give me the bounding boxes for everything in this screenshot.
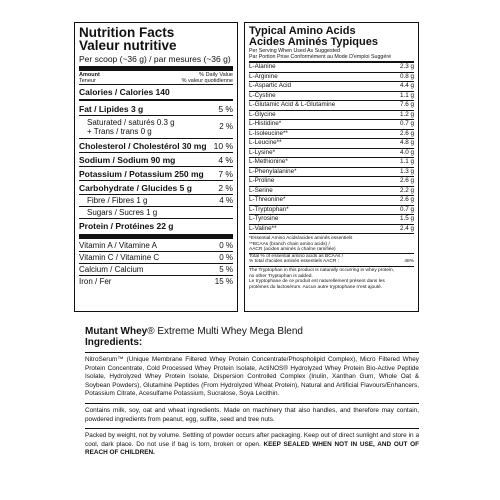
amino-acid-row xyxy=(249,139,414,149)
vitamin-c-row xyxy=(79,252,233,263)
trans-label: + Trans / trans 0 g xyxy=(87,127,152,136)
cholesterol-row xyxy=(79,139,233,152)
bcaa-total-row xyxy=(249,254,414,265)
cholesterol-label: Cholesterol / Cholestérol 30 mg xyxy=(79,140,207,151)
daily-value-label: % Daily Value xyxy=(199,72,233,78)
amino-acid-row xyxy=(249,63,414,73)
column-header xyxy=(79,72,233,84)
amino-acid-value: 2.4 g xyxy=(399,224,414,232)
bcaa-note: **BCAAs (branch chain amino acids) / xyxy=(249,241,330,247)
amino-acid-row xyxy=(249,149,414,159)
amino-acid-value: 7.6 g xyxy=(399,101,414,108)
fat-percent: 5 % xyxy=(218,103,233,114)
amino-acid-value: 1.1 g xyxy=(399,158,414,165)
amino-acid-name: L-Tryptophan* xyxy=(249,205,289,213)
storage-statement xyxy=(85,432,419,458)
amino-acids-panel xyxy=(244,22,419,312)
saturated-row xyxy=(79,116,233,138)
amount-label-fr: Teneur xyxy=(79,78,96,84)
nutrition-title-en: Nutrition Facts xyxy=(79,25,175,40)
amino-acid-name: L-Isoleucine** xyxy=(249,129,288,137)
calcium-row xyxy=(79,264,233,275)
saturated-label: Saturated / saturés 0.3 g xyxy=(87,118,175,127)
amino-acid-value: 2.6 g xyxy=(399,196,414,203)
amino-acid-name: L-Arginine xyxy=(249,72,278,80)
amino-acid-row xyxy=(249,92,414,102)
tryptophan-note-fr-2: protéines du lactosérum. Aucun autre tryptophane n'est ajouté. xyxy=(249,284,383,290)
amino-acid-row xyxy=(249,120,414,130)
amino-acid-name: L-Cystine xyxy=(249,91,276,99)
iron-percent: 15 % xyxy=(214,276,233,286)
vitamin-a-percent: 0 % xyxy=(219,240,233,250)
amino-acid-name: L-Serine xyxy=(249,186,273,194)
divider xyxy=(85,403,419,404)
amino-acid-row xyxy=(249,82,414,92)
carbohydrate-percent: 2 % xyxy=(218,182,233,193)
amino-acid-name: L-Phenylalanine* xyxy=(249,167,297,175)
amino-acid-value: 2.2 g xyxy=(399,186,414,194)
amino-acid-row xyxy=(249,225,414,235)
amino-acid-value: 0.7 g xyxy=(399,205,414,213)
amino-title-en: Typical Amino Acids xyxy=(249,25,356,37)
sodium-label: Sodium / Sodium 90 mg xyxy=(79,154,176,165)
amino-acid-name: L-Glycine xyxy=(249,110,276,118)
amino-acid-row xyxy=(249,73,414,83)
divider xyxy=(79,234,233,239)
nutrition-facts-panel xyxy=(74,22,238,312)
amino-acid-value: 2.6 g xyxy=(399,177,414,184)
fibre-row xyxy=(79,195,233,206)
amino-acid-list xyxy=(249,63,414,234)
tryptophan-note-en-1: The Tryptophan in this product is naturally occurring in whey protein, xyxy=(249,267,395,273)
packing-note: Packed by weight, not by volume. Settling of powder occurs after packaging. Keep out of direct sunlight and store in a cool, dark place. Do not use if bag is torn, broken or open. xyxy=(85,432,419,448)
ingredients-title xyxy=(85,326,419,337)
cholesterol-percent: 10 % xyxy=(213,140,233,151)
calories-label: Calories / Calories 140 xyxy=(79,86,170,97)
fibre-label: Fibre / Fibres 1 g xyxy=(87,195,148,205)
potassium-row xyxy=(79,167,233,180)
carbohydrate-label: Carbohydrate / Glucides 5 g xyxy=(79,182,192,193)
product-name: ® Extreme Multi Whey Mega Blend xyxy=(147,326,303,337)
potassium-percent: 7 % xyxy=(218,168,233,179)
amino-acid-row xyxy=(249,130,414,140)
carbohydrate-row xyxy=(79,181,233,194)
tryptophan-note-fr-1: Le tryptophane de ce produit est naturellement présent dans les xyxy=(249,279,385,285)
essential-note: *Essential Amino Acids/acides aminés essentiels xyxy=(249,236,353,241)
amino-acid-row xyxy=(249,101,414,111)
amino-acid-value: 1.3 g xyxy=(399,167,414,175)
amino-subtitle-fr: Par Portion Prise Conformément au Mode D'emploi Suggéré xyxy=(249,54,414,63)
fat-row xyxy=(79,102,233,115)
iron-row xyxy=(79,276,233,287)
iron-label: Iron / Fer xyxy=(79,276,112,286)
amino-acid-row xyxy=(249,177,414,187)
fat-label: Fat / Lipides 3 g xyxy=(79,103,144,114)
bcaa-total-label: Total % of essential amino acids as BCAAs / xyxy=(249,253,344,259)
amino-acid-name: L-Aspartic Acid xyxy=(249,82,291,89)
vitamin-a-label: Vitamin A / Vitamine A xyxy=(79,240,157,250)
divider xyxy=(79,99,233,101)
bcaa-total-label-fr: % total d'acides aminés essentiels AACR : xyxy=(249,259,339,265)
amino-acid-row xyxy=(249,215,414,225)
amino-subtitle-en: Per Serving When Used As Suggested xyxy=(249,48,340,54)
amino-acid-name: L-Histidine* xyxy=(249,120,282,127)
ingredients-list: NitroSerum™ (Unique Membrane Filtered Whey Protein Concentrate/Phospholipid Complex), Micro Filtered Whey Protein Concentrate, Cold Processed Whey Protein Isolate, ActiNOS® Hydrolyzed Whey Protein Bio-Active Peptide Isolate, Hydrolyzed Whey Protein Isolate, Dispersion Controlled Complex (Inulin, Xanthan Gum, Whole Oat & Soybean Powders), Glutamine Peptides (From Hydrolyzed Wheat Protein), Natural and Artificial Flavours/Enhancers, Potassium Citrate, Acesulfame Potassium, Sucralose, Soya Lecithin. xyxy=(85,356,419,398)
amino-acid-name: L-Methionine* xyxy=(249,158,288,165)
ingredients-section xyxy=(85,326,419,458)
bcaa-total-value: 48% xyxy=(404,259,414,265)
amino-acid-value: 4.8 g xyxy=(399,139,414,146)
amino-acid-name: L-Threonine* xyxy=(249,196,286,203)
calcium-label: Calcium / Calcium xyxy=(79,264,144,274)
amino-acid-value: 4.4 g xyxy=(399,82,414,89)
amino-acid-row xyxy=(249,168,414,178)
sodium-row xyxy=(79,153,233,166)
safety-warning: KEEP SEALED WHEN NOT IN USE, AND OUT OF REACH OF CHILDREN. xyxy=(85,440,419,457)
amino-acid-name: L-Alanine xyxy=(249,63,276,70)
sodium-percent: 4 % xyxy=(218,154,233,165)
amino-acid-value: 1.5 g xyxy=(399,215,414,222)
amino-acid-row xyxy=(249,111,414,121)
amount-label: Amount xyxy=(79,72,100,78)
amino-title-fr: Acides Aminés Typiques xyxy=(249,36,378,48)
allergen-statement: Contains milk, soy, oat and wheat ingredients. Made on machinery that also handles, and therefore may contain, powdered ingredients from peanut, egg, sulfite, seed and tree nuts. xyxy=(85,406,419,423)
sugars-label: Sugars / Sucres 1 g xyxy=(87,207,158,217)
amino-acid-name: L-Glutamic Acid & L-Glutamine xyxy=(249,101,336,108)
vitamin-a-row xyxy=(79,240,233,251)
potassium-label: Potassium / Potassium 250 mg xyxy=(79,168,204,179)
protein-label: Protein / Protéines 22 g xyxy=(79,220,174,231)
amino-acid-name: L-Leucine** xyxy=(249,139,282,146)
amino-acid-value: 1.1 g xyxy=(399,91,414,99)
saturated-percent: 2 % xyxy=(219,122,233,131)
amino-acid-value: 2.3 g xyxy=(399,63,414,70)
amino-acid-name: L-Lysine* xyxy=(249,148,276,156)
bcaa-note-fr: AACR (acides aminés à chaîne ramifiée) xyxy=(249,247,414,254)
amino-acid-name: L-Valine** xyxy=(249,224,277,232)
amino-acid-name: L-Tyrosine xyxy=(249,215,279,222)
divider xyxy=(85,352,419,353)
amino-acid-row xyxy=(249,196,414,206)
amino-acid-value: 2.6 g xyxy=(399,129,414,137)
nutrition-title-fr: Valeur nutritive xyxy=(79,38,177,53)
amino-acid-row xyxy=(249,187,414,197)
sugars-row xyxy=(79,207,233,218)
brand-name: Mutant Whey xyxy=(85,326,148,337)
amino-acid-value: 1.2 g xyxy=(399,110,414,118)
ingredients-heading: Ingredients: xyxy=(85,337,143,348)
serving-size: Per scoop (~36 g) / par mesures (~36 g) xyxy=(79,54,231,64)
amino-acid-value: 0.7 g xyxy=(399,120,414,127)
divider xyxy=(79,66,233,71)
amino-acid-name: L-Proline xyxy=(249,177,275,184)
tryptophan-note-en-2: no other Tryptophan is added. xyxy=(249,273,313,279)
protein-row xyxy=(79,219,233,232)
vitamin-c-percent: 0 % xyxy=(219,252,233,262)
divider xyxy=(85,428,419,429)
amino-acid-value: 4.0 g xyxy=(399,148,414,156)
amino-acid-row xyxy=(249,206,414,216)
vitamin-c-label: Vitamin C / Vitamine C xyxy=(79,252,160,262)
fibre-percent: 4 % xyxy=(219,195,233,205)
calcium-percent: 5 % xyxy=(219,264,233,274)
amino-acid-value: 0.8 g xyxy=(399,72,414,80)
daily-value-label-fr: % valeur quotidienne xyxy=(181,78,233,84)
amino-acid-row xyxy=(249,158,414,168)
calories-row xyxy=(79,85,233,98)
